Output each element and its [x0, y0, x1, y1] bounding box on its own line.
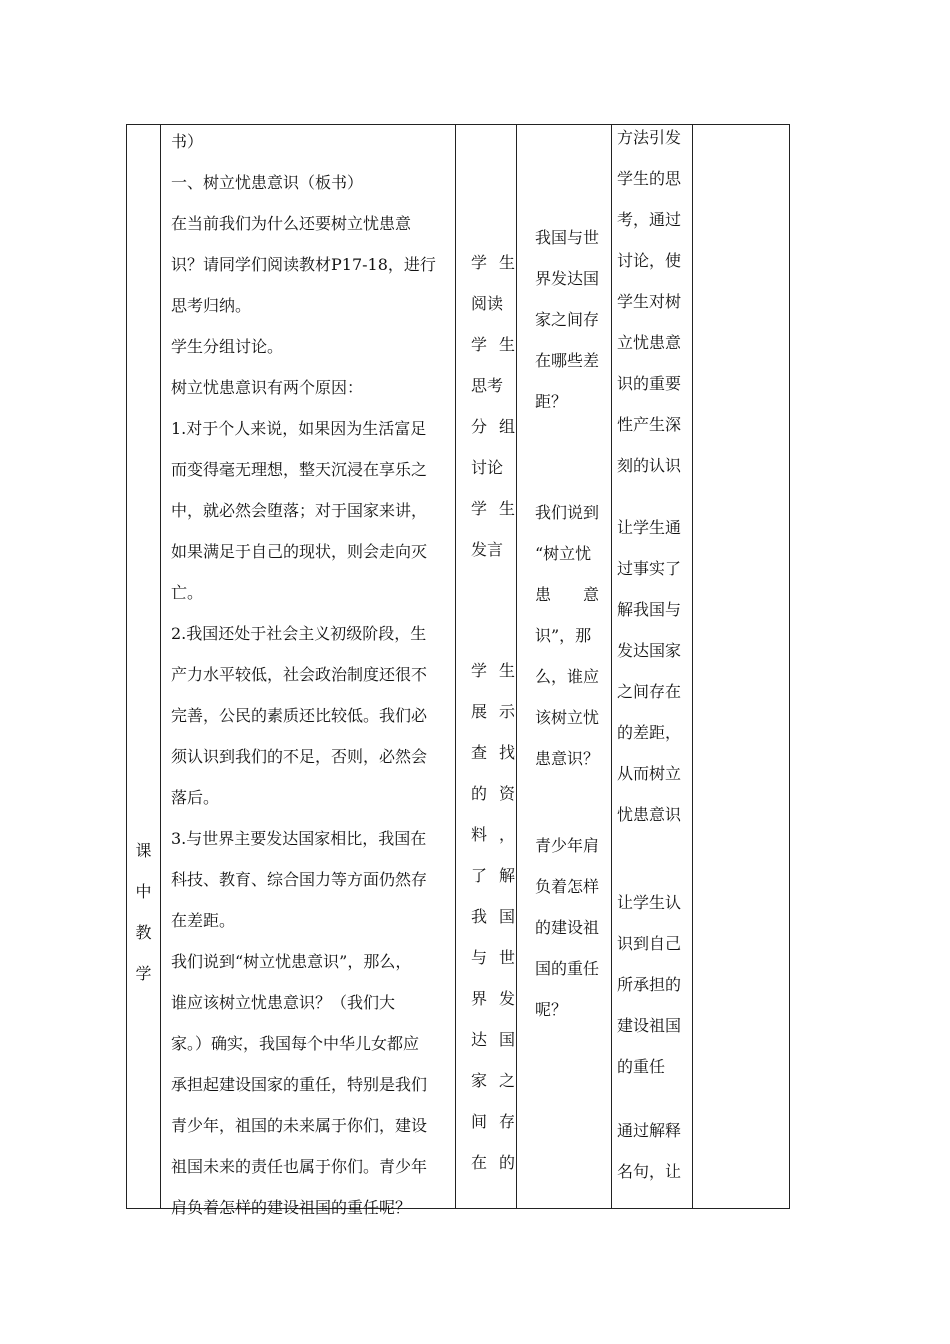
- student-activity-char: 之: [498, 1071, 515, 1090]
- student-activity-char: 发: [498, 989, 515, 1008]
- student-activity-line: [471, 1019, 515, 1060]
- student-activity-char: 的: [498, 1153, 515, 1172]
- column-divider: [516, 125, 517, 1208]
- content-line: 如果满足于自己的现状，则会走向灭: [171, 542, 428, 561]
- student-activity-char: 存: [498, 1112, 515, 1131]
- student-activity-char: 发言: [471, 540, 504, 559]
- student-activity-char: 找: [498, 743, 515, 762]
- intent-line: 建设祖国: [617, 1016, 682, 1035]
- student-activity-char: 与: [471, 948, 488, 967]
- content-line: 我们说到“树立忧患意识”，那么，: [171, 952, 412, 971]
- student-activity-char: 思考: [471, 376, 504, 395]
- content-line: 学生分组讨论。: [171, 337, 284, 356]
- intent-line: 刻的认识: [617, 456, 682, 475]
- question-block: [535, 825, 599, 1030]
- content-line: 在当前我们为什么还要树立忧患意: [171, 214, 412, 233]
- student-activity-line: [471, 855, 515, 896]
- content-line: 落后。: [171, 788, 220, 807]
- question-line: 患 意: [535, 585, 600, 604]
- question-block: [535, 492, 599, 779]
- content-line: 3.与世界主要发达国家相比，我国在: [171, 829, 427, 848]
- student-activity-line: [471, 937, 515, 978]
- lesson-table: [126, 124, 790, 1217]
- content-line: 思考归纳。: [171, 296, 252, 315]
- student-activity-line: [471, 773, 515, 814]
- question-line: 界发达国: [535, 269, 600, 288]
- student-activity-char: 展: [471, 702, 488, 721]
- student-activity-char: 我: [471, 907, 488, 926]
- student-activity-line: [471, 283, 515, 324]
- student-activity-char: 的: [471, 784, 488, 803]
- student-activity-char: 学: [471, 499, 488, 518]
- content-line: 科技、教育、综合国力等方面仍然存: [171, 870, 428, 889]
- content-line: 产力水平较低，社会政治制度还很不: [171, 665, 428, 684]
- question-line: 青少年肩: [535, 836, 600, 855]
- question-line: 么，谁应: [535, 667, 600, 686]
- student-activity-line: [471, 896, 515, 937]
- intent-line: 发达国家: [617, 641, 682, 660]
- student-activity-line: [471, 1060, 515, 1101]
- question-line: 我们说到: [535, 503, 600, 522]
- student-activity-char: 国: [498, 1030, 515, 1049]
- student-activity-line: [471, 691, 515, 732]
- intent-line: 识的重要: [617, 374, 682, 393]
- intent-line: 解我国与: [617, 600, 682, 619]
- intent-line: 让学生通: [617, 518, 682, 537]
- question-line: 国的重任: [535, 959, 600, 978]
- content-line: 完善，公民的素质还比较低。我们必: [171, 706, 428, 725]
- question-line: 距？: [535, 392, 568, 411]
- column-divider: [160, 125, 161, 1208]
- student-activity-line: [471, 406, 515, 447]
- student-activity-char: 生: [498, 661, 515, 680]
- content-line: 书）: [171, 132, 204, 151]
- intent-line: 立忧患意: [617, 333, 682, 352]
- content-line: 祖国未来的责任也属于你们。青少年: [171, 1157, 428, 1176]
- student-activity-line: [471, 732, 515, 773]
- row-label-char: 学: [135, 963, 152, 983]
- student-activity-group: [471, 242, 515, 570]
- student-activity-char: 世: [498, 948, 515, 967]
- question-line: 患意识？: [535, 749, 600, 768]
- intent-line: 名句，让: [617, 1162, 682, 1181]
- question-line: 在哪些差: [535, 351, 600, 370]
- student-activity-char: 阅读: [471, 294, 504, 313]
- student-activity-char: 学: [471, 661, 488, 680]
- row-label-cell: [127, 125, 160, 1208]
- student-activity-line: [471, 447, 515, 488]
- question-line: “树立忧: [535, 544, 592, 563]
- question-line: 该树立忧: [535, 708, 600, 727]
- student-activity-char: 生: [498, 253, 515, 272]
- student-activity-char: 了: [471, 866, 488, 885]
- content-line: 中，就必然会堕落；对于国家来讲，: [171, 501, 428, 520]
- student-activity-line: [471, 650, 515, 691]
- student-activity-char: 讨论: [471, 458, 504, 477]
- student-activity-char: 达: [471, 1030, 488, 1049]
- row-label-char: 课: [135, 840, 152, 860]
- student-activity-line: [471, 1142, 515, 1183]
- content-line: 在差距。: [171, 911, 236, 930]
- question-line: 呢？: [535, 1000, 568, 1019]
- student-activity-char: 国: [498, 907, 515, 926]
- content-line: 而变得毫无理想，整天沉浸在享乐之: [171, 460, 428, 479]
- student-activity-line: [471, 324, 515, 365]
- content-line: 1.对于个人来说，如果因为生活富足: [171, 419, 427, 438]
- intent-line: 方法引发: [617, 128, 682, 147]
- intent-line: 识到自己: [617, 934, 682, 953]
- intent-line: 的差距，: [617, 723, 682, 742]
- intent-line: 让学生认: [617, 893, 682, 912]
- student-activity-line: [471, 365, 515, 406]
- student-activity-char: 示: [498, 702, 515, 721]
- content-line: 一、树立忧患意识（板书）: [171, 173, 364, 192]
- student-activity-char: ，: [498, 825, 515, 844]
- student-activity-char: 间: [471, 1112, 488, 1131]
- intent-line: 之间存在: [617, 682, 682, 701]
- student-activity-line: [471, 978, 515, 1019]
- content-line: 家。）确实，我国每个中华儿女都应: [171, 1034, 420, 1053]
- intent-line: 通过解释: [617, 1121, 682, 1140]
- student-activity-char: 料: [471, 825, 488, 844]
- question-block: [535, 217, 599, 422]
- student-activity-char: 分: [471, 417, 488, 436]
- content-line: 2.我国还处于社会主义初级阶段，生: [171, 624, 427, 643]
- content-line: 承担起建设国家的重任，特别是我们: [171, 1075, 428, 1094]
- student-activity-char: 学: [471, 253, 488, 272]
- student-activity-group: [471, 650, 515, 1183]
- student-activity-line: [471, 529, 515, 570]
- teaching-content-cell: [171, 121, 461, 1228]
- content-line: 树立忧患意识有两个原因：: [171, 378, 364, 397]
- question-line: 我国与世: [535, 228, 600, 247]
- content-line: 亡。: [171, 583, 204, 602]
- intent-line: 学生的思: [617, 169, 682, 188]
- intent-block: [617, 882, 681, 1087]
- intent-line: 学生对树: [617, 292, 682, 311]
- column-divider: [692, 125, 693, 1208]
- question-line: 家之间存: [535, 310, 600, 329]
- student-activity-char: 生: [498, 335, 515, 354]
- question-line: 负着怎样: [535, 877, 600, 896]
- intent-block: [617, 507, 681, 835]
- intent-line: 考，通过: [617, 210, 682, 229]
- student-activity-line: [471, 242, 515, 283]
- student-activity-line: [471, 1101, 515, 1142]
- intent-line: 性产生深: [617, 415, 682, 434]
- intent-block: [617, 117, 681, 486]
- row-label-char: 中: [135, 881, 152, 901]
- content-line: 谁应该树立忧患意识？（我们大: [171, 993, 396, 1012]
- intent-block: [617, 1110, 681, 1192]
- student-activity-char: 组: [498, 417, 515, 436]
- student-activity-char: 学: [471, 335, 488, 354]
- intent-line: 所承担的: [617, 975, 682, 994]
- student-activity-char: 在: [471, 1153, 488, 1172]
- intent-line: 忧患意识: [617, 805, 682, 824]
- row-label: [134, 830, 154, 994]
- content-line: 须认识到我们的不足，否则，必然会: [171, 747, 428, 766]
- student-activity-line: [471, 814, 515, 855]
- row-label-char: 教: [135, 922, 152, 942]
- intent-line: 过事实了: [617, 559, 682, 578]
- intent-line: 讨论，使: [617, 251, 682, 270]
- content-line: 青少年，祖国的未来属于你们，建设: [171, 1116, 428, 1135]
- intent-line: 从而树立: [617, 764, 682, 783]
- question-line: 识”，那: [535, 626, 592, 645]
- student-activity-char: 解: [498, 866, 515, 885]
- question-line: 的建设祖: [535, 918, 600, 937]
- intent-line: 的重任: [617, 1057, 666, 1076]
- student-activity-line: [471, 488, 515, 529]
- student-activity-char: 查: [471, 743, 488, 762]
- content-line: 肩负着怎样的建设祖国的重任呢？: [171, 1198, 412, 1217]
- student-activity-char: 界: [471, 989, 488, 1008]
- student-activity-char: 家: [471, 1071, 488, 1090]
- content-line: 识？请同学们阅读教材P17-18，进行: [171, 255, 436, 274]
- student-activity-char: 资: [498, 784, 515, 803]
- student-activity-char: 生: [498, 499, 515, 518]
- column-divider: [611, 125, 612, 1208]
